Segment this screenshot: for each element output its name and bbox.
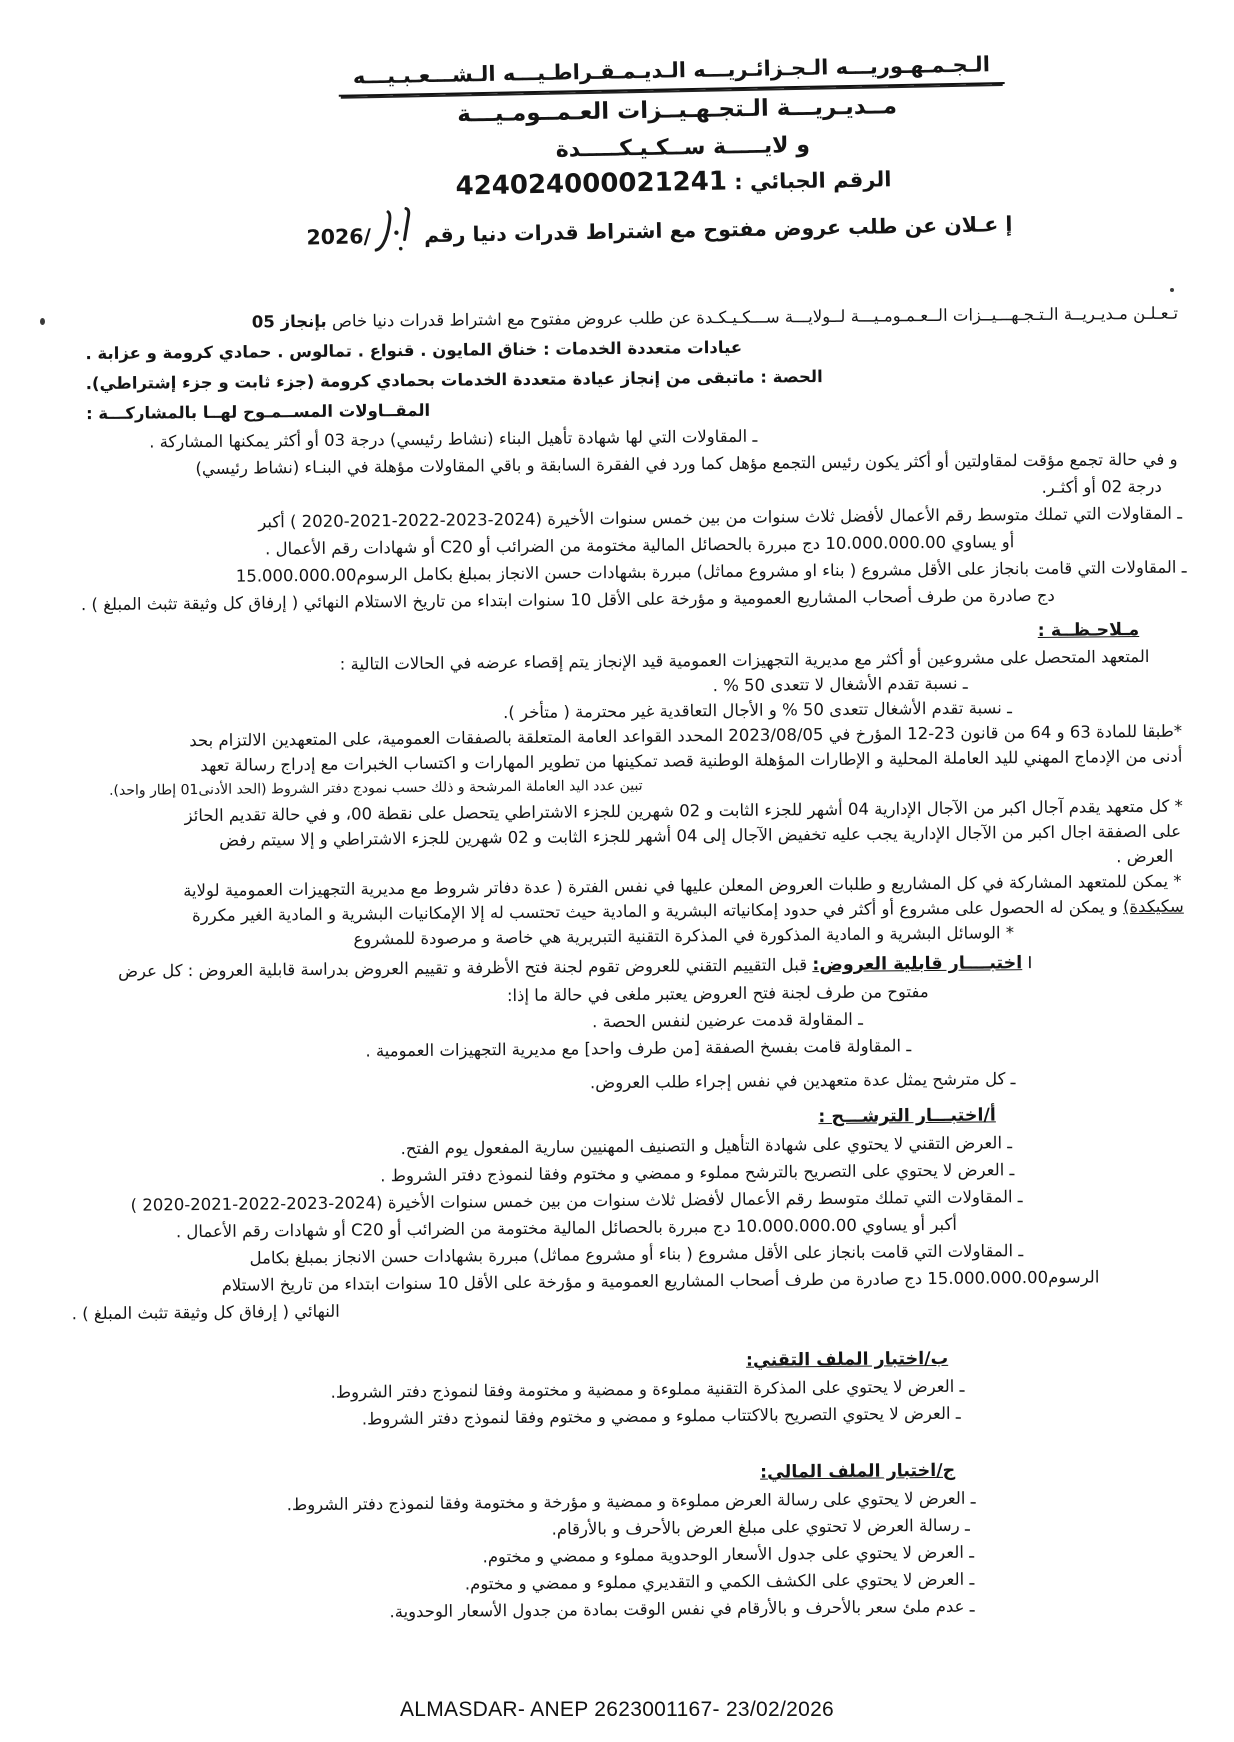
admissibility-heading: اختبــــار قابلية العروض: [812, 953, 1023, 976]
tax-label: الرقم الجبائي : [734, 167, 892, 195]
condition-line: ـ المقاولات التي تملك متوسط رقم الأعمال لأفضل ثلاث سنوات من بين خمس سنوات الأخيرة (2024-2023-2022-2021-2020 ) أكبر [258, 503, 1183, 532]
note-heading: مـلاحـظــة : [1037, 620, 1140, 641]
note-skikda-underlined: سكيكدة) [1122, 896, 1184, 917]
candidacy-line: ـ العرض لا يحتوي على التصريح بالترشح مملوء و ممضي و مختوم وفقا لنموذج دفتر الشروط . [380, 1160, 1015, 1186]
intro-line-lot: الحصة : ماتبقى من إنجاز عيادة متعددة الخدمات بحمادي كرومة (جزء ثابت و جزء إشتراطي). [85, 367, 823, 394]
document-body [0, 298, 1234, 1629]
note-line: أدنى من الإدماج المهني لليد العاملة المحلية و الإطارات المؤهلة الوطنية قصد تمكينها من تطوير المهارات و اكتساب الخبرات مع إدراج رسالة تعهد [200, 746, 1183, 776]
financial-line: ـ العرض لا يحتوي على جدول الأسعار الوحدوية مملوء و ممضي و مختوم. [482, 1542, 975, 1567]
financial-line: ـ العرض لا يحتوي على رسالة العرض مملوءة و ممضية و مؤرخة و مختومة وفقا لنموذج دفتر الشروط. [286, 1488, 976, 1515]
header-directorate: مــديـريـــة الـتجـهـيــزات العـمــومـيـــة [456, 93, 898, 128]
candidacy-line: أكبر أو يساوي 10.000.000.00 دج مبررة بالحصائل المالية مختومة من الضرائب أو C20 أو شهادات رقم الأعمال . [175, 1214, 957, 1242]
note-line: المتعهد المتحصل على مشروعين أو أكثر مع مديرية التجهيزات العمومية قيد الإنجاز يتم إقصاء عرضه في الحالات التالية : [339, 646, 1150, 674]
note-line: * الوسائل البشرية و المادية المذكورة في المذكرة التقنية التبريرية هي خاصة و مرصودة للمشروع [353, 923, 1015, 949]
announcement-title-text: إ عـلان عن طلب عروض مفتوح مع اشتراط قدرات دنيا رقم [423, 211, 1013, 248]
note-line-skikda: سكيكدة) و يمكن له الحصول على مشروع أو أكثر في حدود إمكانياته البشرية و المادية حيث تحتسب له إلا الإمكانيات البشرية و المادية الغير مكررة [191, 896, 1184, 926]
admissibility-line: ـ المقاولة قامت بفسخ الصفقة [من طرف واحد] مع مديرية التجهيزات العمومية . [365, 1036, 912, 1061]
note-line: على الصفقة اجال اكبر من الآجال الإدارية يجب عليه تخفيض الآجال إلى 04 أشهر للجزء الثابت و 02 شهرين للجزء الاشتراطي و إلا سيتم رفض [219, 821, 1182, 850]
footer-credit: ALMASDAR- ANEP 2623001167- 23/02/2026 [399, 1698, 835, 1721]
tax-number: 424024000021241 [455, 166, 728, 202]
announcement-year: /2026 [306, 224, 372, 250]
condition-line: دج صادرة من طرف أصحاب المشاريع العمومية و مؤرخة على الأقل 10 سنوات ابتداء من تاريخ الاستلام النهائي ( إرفاق كل وثيقة تثبث المبلغ ) . [80, 585, 1055, 615]
admissibility-line: ـ كل مترشح يمثل عدة متعهدين في نفس إجراء طلب العروض. [589, 1069, 1016, 1093]
candidacy-line: ـ المقاولات التي قامت بانجاز على الأقل مشروع ( بناء أو مشروع مماثل) مبررة بشهادات حسن الانجاز بمبلغ بكامل [249, 1241, 1024, 1268]
technical-heading: ب/اختبار الملف التقني: [745, 1348, 949, 1371]
note-line: * كل متعهد يقدم آجال اكبر من الآجال الإدارية 04 أشهر للجزء الثابت و 02 شهرين للجزء الاشتراطي يتحصل على نقطة 00، و في حالة تقديم الحائز [184, 796, 1183, 826]
financial-line: ـ العرض لا يحتوي على الكشف الكمي و التقديري مملوء و ممضي و مختوم. [464, 1569, 975, 1594]
handwritten-number-mark [373, 204, 414, 269]
header-republic-text: الـجـمـهـوريـــه الـجـزائـريـــه الـديـمـقـراطـيـــه الـشـــعـبـيـــه [339, 49, 1005, 97]
technical-line: ـ العرض لا يحتوي على المذكرة التقنية مملوءة و ممضية و مختومة وفقا لنموذج دفتر الشروط. [330, 1376, 965, 1402]
intro-line-clinics: عيادات متعددة الخدمات : خناق المايون . قنواع . تمالوس . حمادي كرومة و عزابة . [85, 337, 743, 364]
intro-bold-realisation: بإنجاز 05 [251, 311, 327, 332]
financial-heading: ج/اختبار الملف المالي: [759, 1460, 956, 1483]
candidacy-line: الرسوم15.000.000.00 دج صادرة من طرف أصحاب المشاريع العمومية و مؤرخة على الأقل 10 سنوات ابتداء من تاريخ الاستلام [221, 1267, 1100, 1295]
condition-line: ـ المقاولات التي لها شهادة تأهيل البناء (نشاط رئيسي) درجة 03 أو أكثر يمكنها المشاركة . [149, 426, 758, 452]
note-line: ـ نسبة تقدم الأشغال لا تتعدى 50 % . [712, 673, 968, 696]
admissibility-line: ـ المقاولة قدمت عرضين لنفس الحصة . [591, 1009, 863, 1032]
candidacy-heading: أ/اختبـــار الترشـــح : [818, 1105, 996, 1128]
admissibility-line: مفتوح من طرف لجنة فتح العروض يعتبر ملغى في حالة ما إذا: [506, 982, 929, 1006]
document-header [90, 0, 1195, 275]
candidacy-line: النهائي ( إرفاق كل وثيقة تثبث المبلغ ) . [71, 1301, 340, 1324]
scan-speck [1170, 288, 1174, 292]
candidacy-line: ـ العرض التقني لا يحتوي على شهادة التأهيل و التصنيف المهنيين سارية المفعول يوم الفتح. [400, 1133, 1013, 1159]
financial-line: ـ رسالة العرض لا تحتوي على مبلغ العرض بالأحرف و بالأرقام. [551, 1515, 970, 1539]
condition-line: و في حالة تجمع مؤقت لمقاولتين أو أكثر يكون رئيس التجمع مؤهل كما ورد في الفقرة السابقة و باقي المقاولات مؤهلة في البنـاء (نشاط رئيسي) [195, 449, 1178, 479]
note-line: العرض . [1116, 846, 1174, 867]
note-line: تبين عدد اليد العاملة المرشحة و ذلك حسب نمودج دفتر الشروط (الحد الأدنى01 إطار واحد). [108, 777, 643, 799]
roman-numeral-one: I [1027, 953, 1033, 973]
scan-speck [40, 318, 45, 325]
technical-line: ـ العرض لا يحتوي التصريح بالاكتتاب مملوء و ممضي و مختوم وفقا لنموذج دفتر الشروط. [361, 1403, 961, 1429]
note-line: * يمكن للمتعهد المشاركة في كل المشاريع و طلبات العروض المعلن عليها في نفس الفترة ( عدة دفاتر شروط مع مديرية التجهيزات العمومية لولاية [183, 871, 1182, 901]
financial-line: ـ عدم ملئ سعر بالأحرف و بالأرقام في نفس الوقت بمادة من جدول الأسعار الوحدوية. [389, 1596, 975, 1622]
condition-line: أو يساوي 10.000.000.00 دج مبررة بالحصائل المالية مختومة من الضرائب أو C20 أو شهادات رقم الأعمال . [265, 532, 1015, 559]
header-wilaya: و لايـــــة ســكـيـكـــــدة [555, 132, 811, 163]
candidacy-line: ـ المقاولات التي تملك متوسط رقم الأعمال لأفضل ثلاث سنوات من بين خمس سنوات الأخيرة (2024-2023-2022-2021-2020 ) [130, 1187, 1023, 1215]
intro-line-1: تـعـلـن مـديـريــة الـتـجـهـــيــزات الــعـمـومـيـــة لــولايـــة ســـكـيـكـدة عن طلب عروض مفتوح مع اشتراط قدرات دنيا خاص بإنجاز 05 [251, 303, 1179, 332]
condition-line: درجة 02 أو أكثـر. [1041, 476, 1162, 497]
note-line: *طبقا للمادة 63 و 64 من قانون 23-12 المؤرخ في 2023/08/05 المحدد القواعد العامة المتعلقة بالصفقات العمومية، على المتعهدين الالتزام بحد [189, 721, 1183, 751]
note-line: ـ نسبة تقدم الأشغال تتعدى 50 % و الأجال التعاقدية غير محترمة ( متأخر ). [503, 698, 1012, 723]
condition-line: ـ المقاولات التي قامت بانجاز على الأقل مشروع ( بناء او مشروع مماثل) مبررة بشهادات حسن الانجاز بمبلغ بكامل الرسوم15.000.000.00 [235, 557, 1187, 586]
intro-line-allowed-contractors: المقــاولات المســمـوح لهــا بالمشاركـــة : [85, 400, 431, 424]
admissibility-heading-line: I اختبــــار قابلية العروض: قبل التقييم التقني للعروض تقوم لجنة فتح الأظرفة و تقييم العروض بدراسة قابلية العروض : كل عرض [117, 953, 1033, 981]
